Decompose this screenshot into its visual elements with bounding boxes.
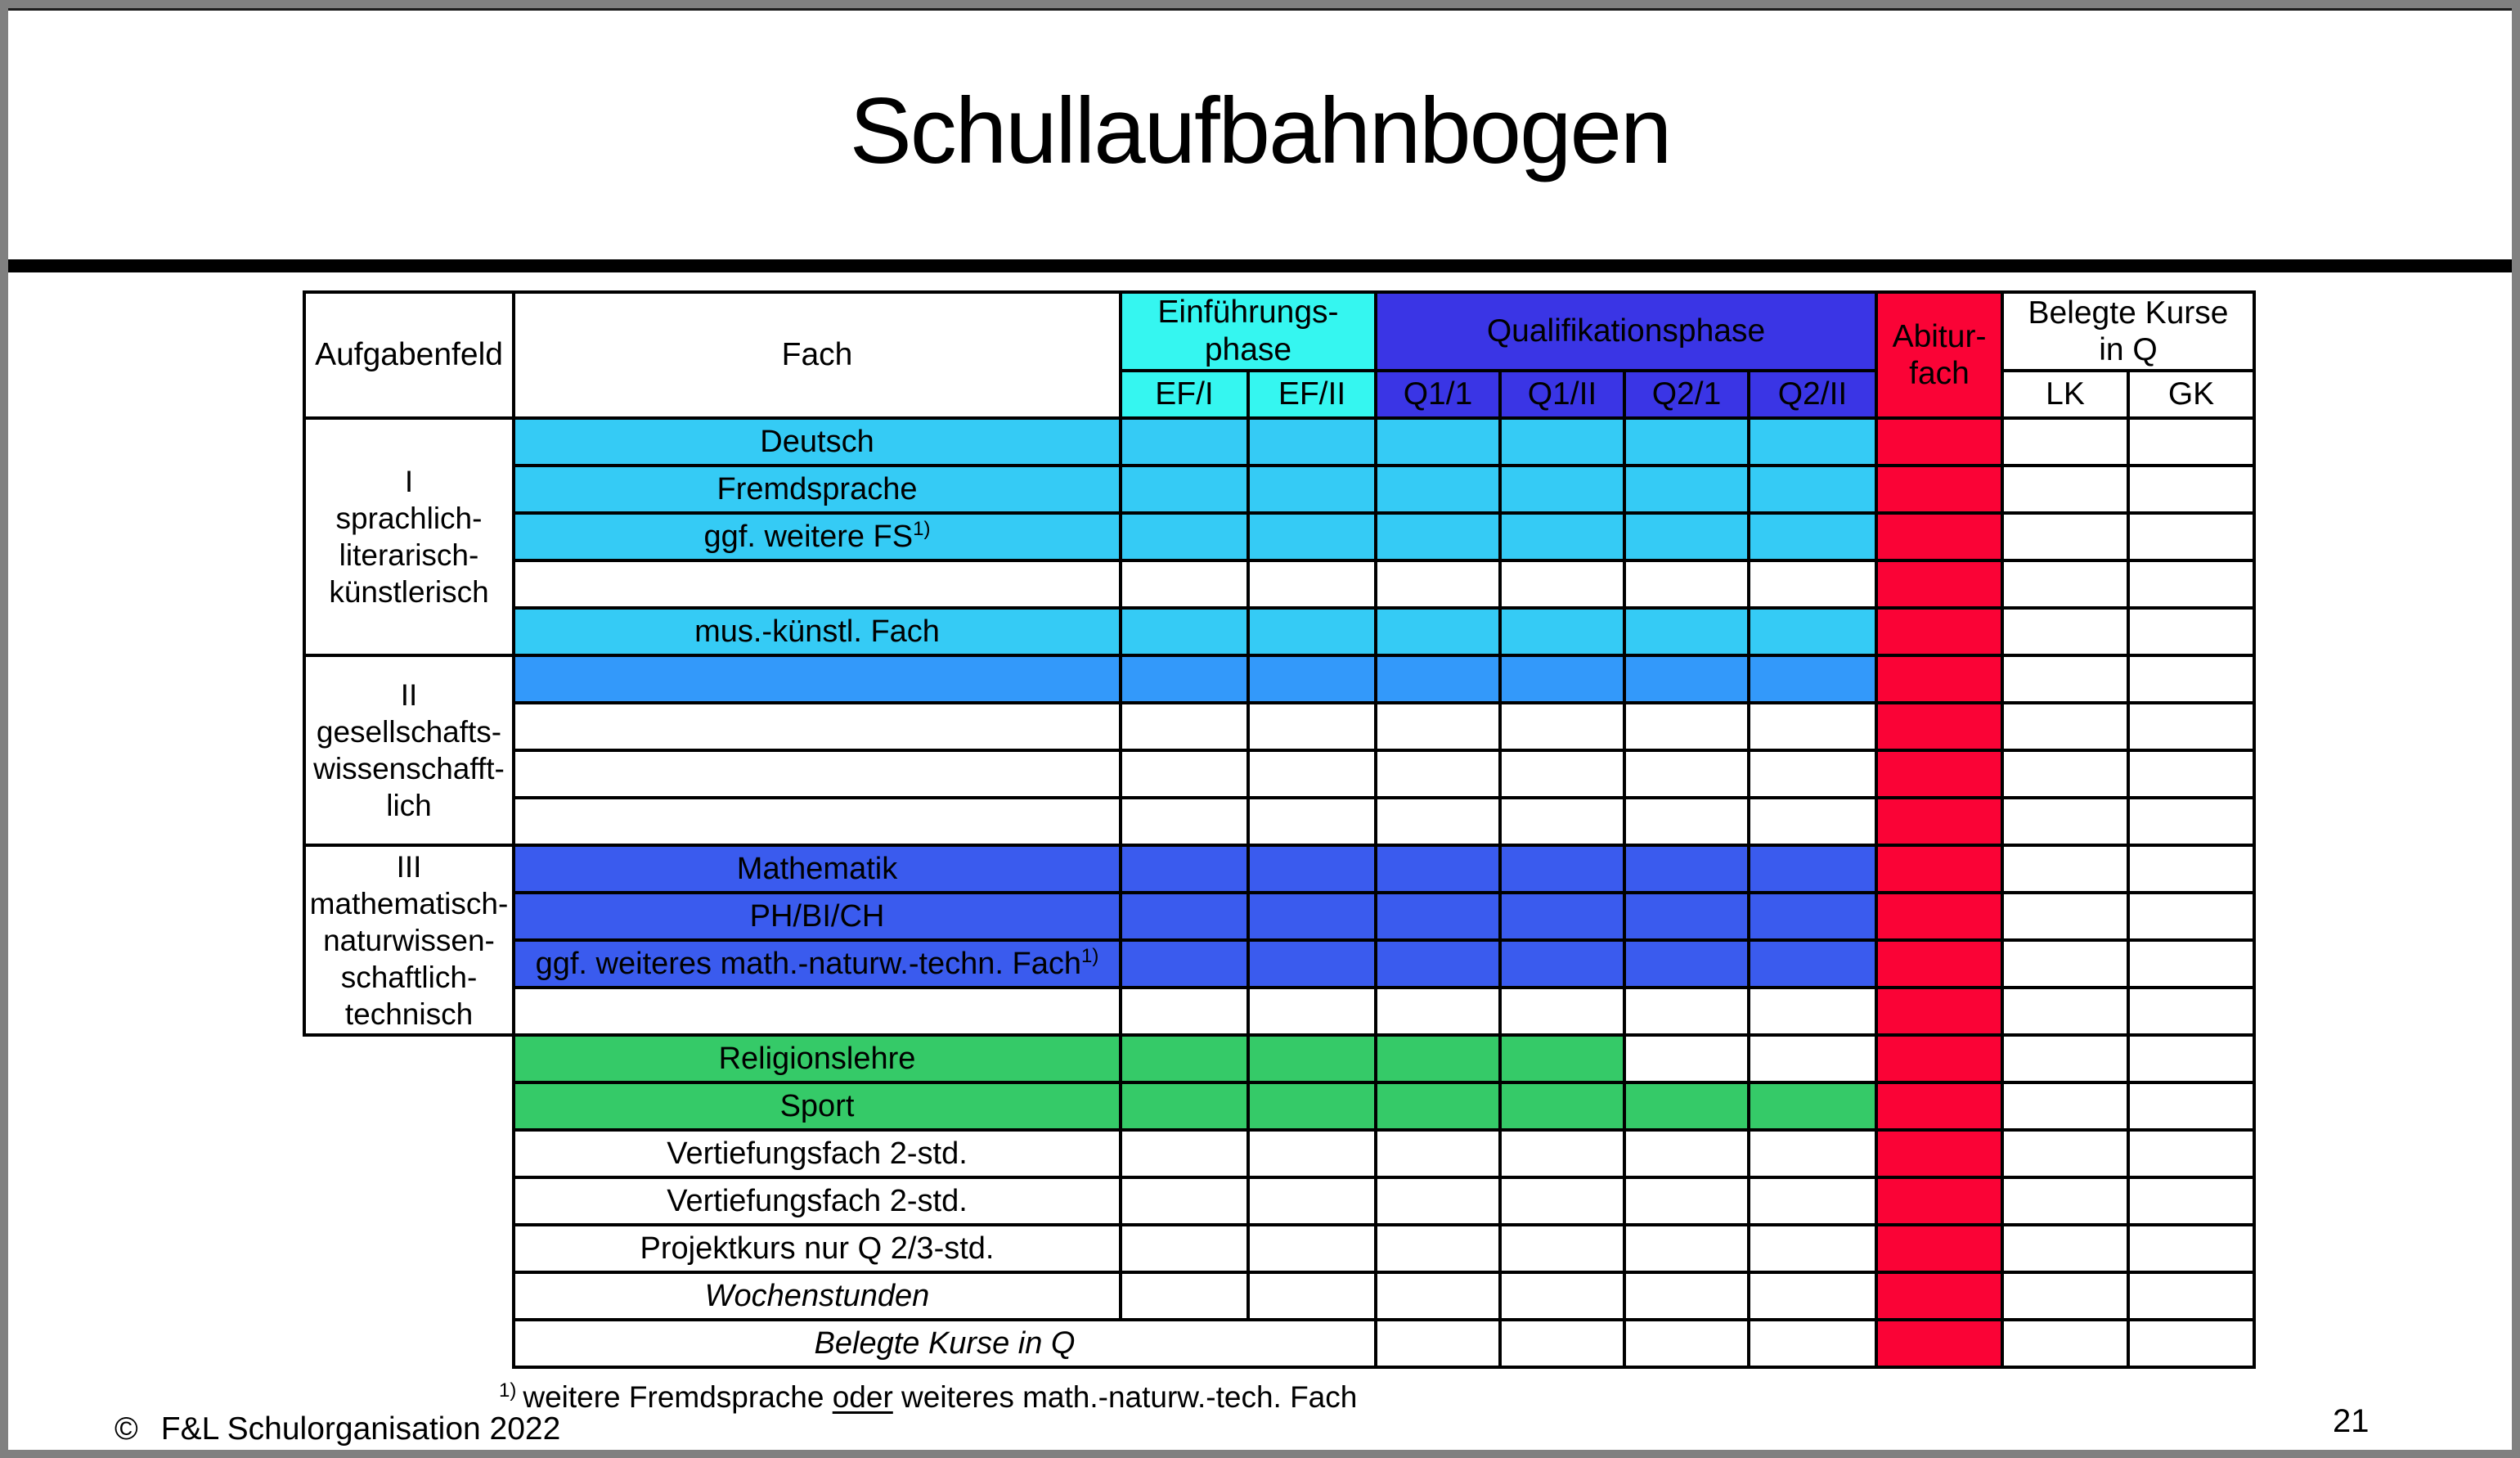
phase-cell	[1624, 1082, 1749, 1130]
table-row	[304, 1130, 2254, 1177]
phase-cell	[1500, 608, 1624, 655]
phase-cell	[1248, 798, 1376, 845]
fach-cell: Deutsch	[514, 418, 1121, 466]
phase-cell	[1749, 845, 1876, 893]
gk-cell	[2128, 893, 2254, 940]
lk-cell	[2002, 418, 2128, 466]
phase-cell	[1121, 750, 1248, 798]
phase-cell	[1376, 1130, 1500, 1177]
fach-cell: Religionslehre	[514, 1035, 1121, 1082]
abitur-cell	[1876, 1035, 2002, 1082]
phase-cell	[1376, 418, 1500, 466]
gk-cell	[2128, 655, 2254, 703]
phase-cell	[1624, 418, 1749, 466]
phase-cell	[1376, 513, 1500, 560]
gk-cell	[2128, 1225, 2254, 1272]
table-row	[304, 940, 2254, 988]
phase-cell	[1248, 655, 1376, 703]
phase-cell	[1376, 893, 1500, 940]
table-row	[304, 418, 2254, 466]
abitur-cell	[1876, 608, 2002, 655]
phase-cell	[1500, 1225, 1624, 1272]
phase-cell	[1121, 1082, 1248, 1130]
phase-cell	[1248, 988, 1376, 1035]
phase-cell	[1749, 560, 1876, 608]
phase-cell	[1624, 655, 1749, 703]
phase-cell	[1749, 1035, 1876, 1082]
phase-cell	[1121, 845, 1248, 893]
phase-cell	[1749, 1320, 1876, 1367]
gk-cell	[2128, 466, 2254, 513]
phase-cell	[1500, 750, 1624, 798]
gk-cell	[2128, 703, 2254, 750]
title-divider	[8, 259, 2512, 272]
phase-cell	[1248, 513, 1376, 560]
column-header-einfuehrungsphase: Einführungs- phase	[1121, 292, 1376, 371]
phase-cell	[1500, 845, 1624, 893]
gk-cell	[2128, 1272, 2254, 1320]
subheader-ef-ii: EF/II	[1248, 371, 1376, 418]
slide	[8, 8, 2512, 1450]
lk-cell	[2002, 1082, 2128, 1130]
phase-cell	[1624, 798, 1749, 845]
abitur-cell	[1876, 655, 2002, 703]
copyright	[115, 1411, 560, 1447]
phase-cell	[1500, 560, 1624, 608]
phase-cell	[1624, 703, 1749, 750]
fach-cell	[514, 750, 1121, 798]
phase-cell	[1500, 1035, 1624, 1082]
phase-cell	[1749, 1130, 1876, 1177]
phase-cell	[1248, 1035, 1376, 1082]
abitur-cell	[1876, 798, 2002, 845]
schullaufbahn-table	[303, 290, 2256, 1369]
fach-cell	[514, 560, 1121, 608]
phase-cell	[1248, 466, 1376, 513]
phase-cell	[1624, 750, 1749, 798]
phase-cell	[1248, 845, 1376, 893]
phase-cell	[1749, 1082, 1876, 1130]
phase-cell	[1376, 560, 1500, 608]
phase-cell	[1376, 1177, 1500, 1225]
phase-cell	[1248, 750, 1376, 798]
column-header-abiturfach: Abitur- fach	[1876, 292, 2002, 418]
abitur-cell	[1876, 845, 2002, 893]
ghost-cell	[304, 1272, 514, 1320]
phase-cell	[1248, 703, 1376, 750]
abitur-cell	[1876, 1130, 2002, 1177]
gk-cell	[2128, 750, 2254, 798]
table-row	[304, 750, 2254, 798]
footnote-text-before: weitere Fremdsprache	[523, 1380, 833, 1414]
phase-cell	[1248, 1225, 1376, 1272]
lk-cell	[2002, 988, 2128, 1035]
fach-cell	[514, 655, 1121, 703]
lk-cell	[2002, 1130, 2128, 1177]
subheader-gk: GK	[2128, 371, 2254, 418]
phase-cell	[1749, 418, 1876, 466]
ghost-cell	[304, 1082, 514, 1130]
table-row	[304, 1177, 2254, 1225]
gk-cell	[2128, 418, 2254, 466]
table-row	[304, 1225, 2254, 1272]
abitur-cell	[1876, 418, 2002, 466]
phase-cell	[1121, 466, 1248, 513]
abitur-cell	[1876, 940, 2002, 988]
phase-cell	[1248, 608, 1376, 655]
phase-cell	[1749, 798, 1876, 845]
phase-cell	[1121, 608, 1248, 655]
gk-cell	[2128, 1035, 2254, 1082]
phase-cell	[1624, 1225, 1749, 1272]
footnote-ref: 1)	[1081, 944, 1099, 967]
phase-cell	[1624, 893, 1749, 940]
fach-cell: Vertiefungsfach 2-std.	[514, 1177, 1121, 1225]
lk-cell	[2002, 703, 2128, 750]
fach-cell: PH/BI/CH	[514, 893, 1121, 940]
phase-cell	[1500, 893, 1624, 940]
phase-cell	[1376, 1082, 1500, 1130]
gk-cell	[2128, 1082, 2254, 1130]
lk-cell	[2002, 1272, 2128, 1320]
phase-cell	[1376, 655, 1500, 703]
subheader-q1-1: Q1/1	[1376, 371, 1500, 418]
phase-cell	[1500, 1082, 1624, 1130]
fach-cell: ggf. weitere FS$^{1)}$	[514, 513, 1121, 560]
phase-cell	[1624, 1130, 1749, 1177]
phase-cell	[1749, 1225, 1876, 1272]
phase-cell	[1376, 1320, 1500, 1367]
phase-cell	[1248, 1130, 1376, 1177]
table-row	[304, 798, 2254, 845]
phase-cell	[1121, 798, 1248, 845]
subheader-ef-i: EF/I	[1121, 371, 1248, 418]
phase-cell	[1624, 1272, 1749, 1320]
phase-cell	[1376, 1272, 1500, 1320]
lk-cell	[2002, 1177, 2128, 1225]
phase-cell	[1500, 418, 1624, 466]
lk-cell	[2002, 893, 2128, 940]
lk-cell	[2002, 466, 2128, 513]
phase-cell	[1500, 1130, 1624, 1177]
phase-cell	[1500, 940, 1624, 988]
abitur-cell	[1876, 1225, 2002, 1272]
abitur-cell	[1876, 560, 2002, 608]
gk-cell	[2128, 1177, 2254, 1225]
phase-cell	[1121, 1035, 1248, 1082]
table-row	[304, 1082, 2254, 1130]
abitur-cell	[1876, 513, 2002, 560]
phase-cell	[1749, 1177, 1876, 1225]
phase-cell	[1376, 940, 1500, 988]
table-row	[304, 655, 2254, 703]
gk-cell	[2128, 1320, 2254, 1367]
phase-cell	[1121, 560, 1248, 608]
fach-cell: ggf. weiteres math.-naturw.-techn. Fach$^{1)}$	[514, 940, 1121, 988]
phase-cell	[1749, 940, 1876, 988]
table-row	[304, 893, 2254, 940]
phase-cell	[1749, 655, 1876, 703]
phase-cell	[1624, 608, 1749, 655]
footnote-ref: 1)	[913, 517, 931, 540]
phase-cell	[1500, 1272, 1624, 1320]
page-title: Schullaufbahnbogen	[849, 79, 1671, 183]
phase-cell	[1121, 1177, 1248, 1225]
section-label: I sprachlich- literarisch- künstlerisch	[304, 418, 514, 655]
phase-cell	[1376, 988, 1500, 1035]
copyright-symbol: ©	[115, 1411, 138, 1447]
abitur-cell	[1876, 750, 2002, 798]
footnote-underlined-word: oder	[832, 1380, 893, 1414]
footnote	[499, 1380, 1357, 1415]
fach-cell: Belegte Kurse in Q	[514, 1320, 1376, 1367]
subheader-lk: LK	[2002, 371, 2128, 418]
fach-cell: Sport	[514, 1082, 1121, 1130]
phase-cell	[1121, 1272, 1248, 1320]
phase-cell	[1624, 513, 1749, 560]
lk-cell	[2002, 1225, 2128, 1272]
phase-cell	[1121, 703, 1248, 750]
table-row	[304, 1320, 2254, 1367]
lk-cell	[2002, 750, 2128, 798]
gk-cell	[2128, 988, 2254, 1035]
subheader-q1-ii: Q1/II	[1500, 371, 1624, 418]
ghost-cell	[304, 1130, 514, 1177]
abitur-cell	[1876, 1320, 2002, 1367]
phase-cell	[1121, 893, 1248, 940]
subheader-q2-ii: Q2/II	[1749, 371, 1876, 418]
fach-cell	[514, 988, 1121, 1035]
phase-cell	[1624, 1320, 1749, 1367]
abitur-cell	[1876, 1082, 2002, 1130]
ghost-cell	[304, 1035, 514, 1082]
table-row	[304, 703, 2254, 750]
phase-cell	[1624, 845, 1749, 893]
phase-cell	[1248, 1082, 1376, 1130]
phase-cell	[1376, 798, 1500, 845]
subheader-q2-1: Q2/1	[1624, 371, 1749, 418]
fach-cell: Mathematik	[514, 845, 1121, 893]
table-row	[304, 466, 2254, 513]
column-header-fach: Fach	[514, 292, 1121, 418]
page-number: 21	[2333, 1403, 2370, 1439]
phase-cell	[1121, 513, 1248, 560]
phase-cell	[1121, 418, 1248, 466]
gk-cell	[2128, 1130, 2254, 1177]
phase-cell	[1500, 798, 1624, 845]
phase-cell	[1500, 988, 1624, 1035]
phase-cell	[1749, 608, 1876, 655]
phase-cell	[1121, 988, 1248, 1035]
section-label: II gesellschafts- wissenschafft- lich	[304, 655, 514, 845]
column-header-qualifikationsphase: Qualifikationsphase	[1376, 292, 1876, 371]
table-row	[304, 608, 2254, 655]
gk-cell	[2128, 560, 2254, 608]
phase-cell	[1624, 466, 1749, 513]
phase-cell	[1500, 1320, 1624, 1367]
table-row	[304, 1035, 2254, 1082]
phase-cell	[1376, 608, 1500, 655]
phase-cell	[1749, 513, 1876, 560]
table-row	[304, 560, 2254, 608]
abitur-cell	[1876, 1177, 2002, 1225]
phase-cell	[1500, 513, 1624, 560]
gk-cell	[2128, 845, 2254, 893]
phase-cell	[1376, 466, 1500, 513]
lk-cell	[2002, 1035, 2128, 1082]
phase-cell	[1624, 1035, 1749, 1082]
lk-cell	[2002, 608, 2128, 655]
lk-cell	[2002, 513, 2128, 560]
lk-cell	[2002, 560, 2128, 608]
abitur-cell	[1876, 893, 2002, 940]
phase-cell	[1376, 703, 1500, 750]
phase-cell	[1248, 1272, 1376, 1320]
phase-cell	[1248, 940, 1376, 988]
fach-cell	[514, 798, 1121, 845]
table-row	[304, 1272, 2254, 1320]
phase-cell	[1121, 940, 1248, 988]
ghost-cell	[304, 1320, 514, 1367]
gk-cell	[2128, 798, 2254, 845]
phase-cell	[1500, 655, 1624, 703]
abitur-cell	[1876, 988, 2002, 1035]
phase-cell	[1248, 560, 1376, 608]
phase-cell	[1376, 1225, 1500, 1272]
footnote-marker: 1)	[499, 1379, 517, 1402]
lk-cell	[2002, 940, 2128, 988]
phase-cell	[1624, 560, 1749, 608]
gk-cell	[2128, 608, 2254, 655]
footnote-text-after: weiteres math.-naturw.-tech. Fach	[892, 1380, 1358, 1414]
phase-cell	[1121, 1225, 1248, 1272]
abitur-cell	[1876, 1272, 2002, 1320]
column-header-belegte-kurse: Belegte Kurse in Q	[2002, 292, 2254, 371]
fach-cell: Fremdsprache	[514, 466, 1121, 513]
table-row	[304, 988, 2254, 1035]
fach-cell: Wochenstunden	[514, 1272, 1121, 1320]
abitur-cell	[1876, 466, 2002, 513]
phase-cell	[1749, 893, 1876, 940]
phase-cell	[1248, 1177, 1376, 1225]
table-row	[304, 845, 2254, 893]
lk-cell	[2002, 1320, 2128, 1367]
phase-cell	[1121, 655, 1248, 703]
fach-cell: mus.-künstl. Fach	[514, 608, 1121, 655]
phase-cell	[1248, 893, 1376, 940]
phase-cell	[1121, 1130, 1248, 1177]
phase-cell	[1500, 466, 1624, 513]
phase-cell	[1749, 750, 1876, 798]
copyright-text: F&L Schulorganisation 2022	[160, 1411, 561, 1447]
lk-cell	[2002, 845, 2128, 893]
column-header-aufgabenfeld: Aufgabenfeld	[304, 292, 514, 418]
lk-cell	[2002, 655, 2128, 703]
ghost-cell	[304, 1225, 514, 1272]
phase-cell	[1624, 988, 1749, 1035]
abitur-cell	[1876, 703, 2002, 750]
fach-cell: Vertiefungsfach 2-std.	[514, 1130, 1121, 1177]
ghost-cell	[304, 1177, 514, 1225]
table-row	[304, 513, 2254, 560]
phase-cell	[1749, 1272, 1876, 1320]
phase-cell	[1376, 750, 1500, 798]
phase-cell	[1624, 1177, 1749, 1225]
phase-cell	[1749, 466, 1876, 513]
lk-cell	[2002, 798, 2128, 845]
fach-cell	[514, 703, 1121, 750]
phase-cell	[1500, 1177, 1624, 1225]
phase-cell	[1749, 988, 1876, 1035]
gk-cell	[2128, 513, 2254, 560]
section-label: III mathematisch- naturwissen- schaftlich- technisch	[304, 845, 514, 1035]
phase-cell	[1248, 418, 1376, 466]
fach-cell: Projektkurs nur Q 2/3-std.	[514, 1225, 1121, 1272]
phase-cell	[1500, 703, 1624, 750]
phase-cell	[1624, 940, 1749, 988]
phase-cell	[1376, 845, 1500, 893]
gk-cell	[2128, 940, 2254, 988]
phase-cell	[1376, 1035, 1500, 1082]
phase-cell	[1749, 703, 1876, 750]
